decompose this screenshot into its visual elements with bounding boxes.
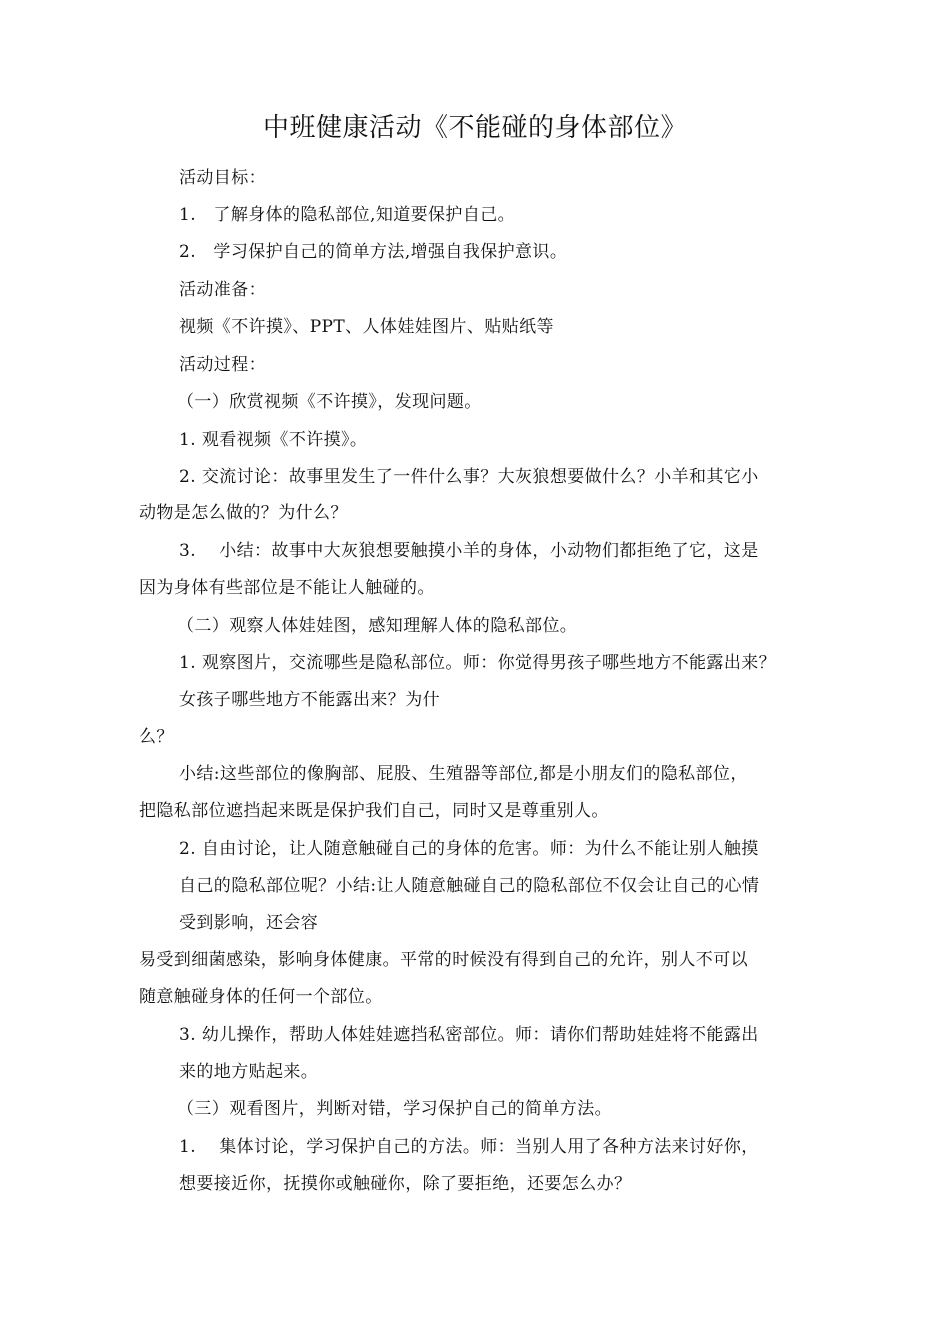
paragraph-line: 2. 学习保护自己的简单方法,增强自我保护意识。 — [179, 242, 568, 262]
paragraph-line: 想要接近你，抚摸你或触碰你，除了要拒绝，还要怎么办？ — [179, 1174, 632, 1194]
paragraph-line: 随意触碰身体的任何一个部位。 — [139, 987, 383, 1007]
paragraph-line: 1. 了解身体的隐私部位,知道要保护自己。 — [179, 205, 516, 225]
paragraph-line: 视频《不许摸》、PPT、人体娃娃图片、贴贴纸等 — [179, 317, 554, 337]
paragraph-line: 3. 幼儿操作，帮助人体娃娃遮挡私密部位。师：请你们帮助娃娃将不能露出 — [179, 1025, 759, 1045]
subsection-heading: （一）欣赏视频《不许摸》，发现问题。 — [177, 392, 482, 412]
paragraph-line: 2. 交流讨论：故事里发生了一件什么事？大灰狼想要做什么？小羊和其它小 — [179, 467, 759, 487]
paragraph-line: 来的地方贴起来。 — [179, 1062, 319, 1082]
subsection-heading: （三）观看图片，判断对错，学习保护自己的简单方法。 — [177, 1099, 612, 1119]
paragraph-line: 1. 观看视频《不许摸》。 — [179, 430, 368, 450]
page-title: 中班健康活动《不能碰的身体部位》 — [262, 113, 687, 143]
paragraph-line: 因为身体有些部位是不能让人触碰的。 — [139, 578, 435, 598]
paragraph-line: 易受到细菌感染，影响身体健康。平常的时候没有得到自己的允许，别人不可以 — [139, 950, 748, 970]
paragraph-line: 自己的隐私部位呢？小结:让人随意触碰自己的隐私部位不仅会让自己的心情 — [179, 876, 760, 896]
paragraph-line: 2. 自由讨论，让人随意触碰自己的身体的危害。师：为什么不能让别人触摸 — [179, 839, 759, 859]
paragraph-line: 把隐私部位遮挡起来既是保护我们自己，同时又是尊重别人。 — [139, 801, 609, 821]
paragraph-line: 1. 集体讨论，学习保护自己的方法。师：当别人用了各种方法来讨好你， — [179, 1137, 759, 1157]
section-heading-preparation: 活动准备： — [179, 280, 266, 300]
paragraph-line: 受到影响，还会容 — [179, 913, 319, 933]
paragraph-line: 1. 观察图片，交流哪些是隐私部位。师：你觉得男孩子哪些地方不能露出来？ — [179, 653, 777, 673]
paragraph-line: 女孩子哪些地方不能露出来？为什 — [179, 690, 440, 710]
paragraph-line: 么？ — [139, 727, 174, 747]
paragraph-line: 3. 小结：故事中大灰狼想要触摸小羊的身体，小动物们都拒绝了它，这是 — [179, 541, 759, 561]
section-heading-goals: 活动目标： — [179, 168, 266, 188]
subsection-heading: （二）观察人体娃娃图，感知理解人体的隐私部位。 — [177, 616, 578, 636]
paragraph-line: 小结:这些部位的像胸部、屁股、生殖器等部位,都是小朋友们的隐私部位， — [179, 764, 748, 784]
paragraph-line: 动物是怎么做的？为什么？ — [139, 503, 348, 523]
section-heading-process: 活动过程： — [179, 355, 266, 375]
